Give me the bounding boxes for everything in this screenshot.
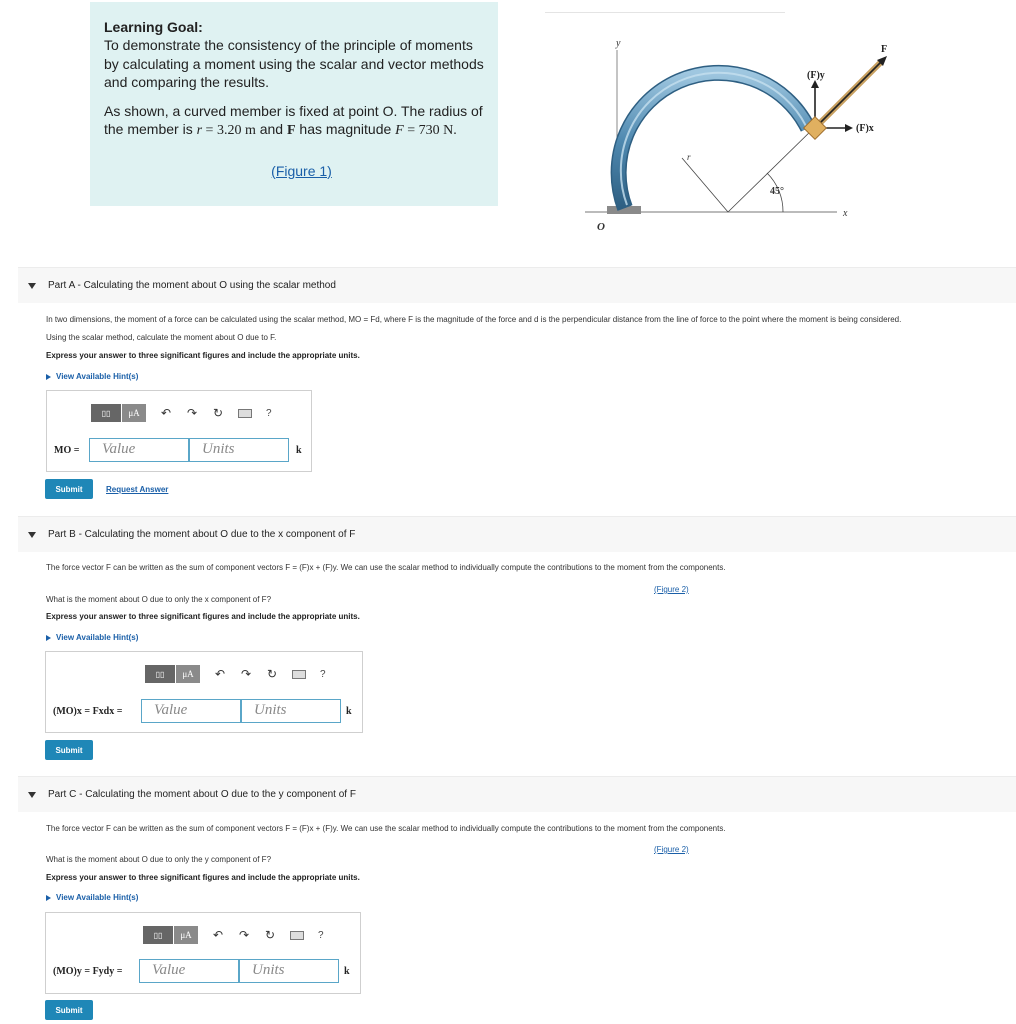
part-a-toolbar [91, 404, 272, 422]
learning-goal-text: To demonstrate the consistency of the principle of moments by calculating a moment using the scalar and vector methods and comparing the results. [104, 37, 484, 90]
learning-goal-title: Learning Goal: [104, 19, 203, 35]
collapse-triangle-icon [28, 792, 36, 798]
part-a-hint-toggle[interactable] [46, 372, 138, 381]
keyboard-icon[interactable] [290, 931, 304, 940]
part-c-label: (MO)y = Fydy = [53, 966, 123, 977]
part-a-submit-button[interactable]: Submit [45, 479, 93, 499]
part-c-value-input[interactable]: Value [139, 959, 239, 983]
part-b-intro: The force vector F can be written as the sum of component vectors F = (F)x + (F)y. We can use the scalar method to individually compute the contributions to the moment from the components. [46, 563, 726, 572]
origin-label: O [597, 221, 605, 233]
fraction-template-button[interactable]: ▯▯ [91, 404, 121, 422]
part-c-header[interactable] [18, 776, 1016, 812]
part-a-k-unit-vector: k [296, 445, 302, 456]
part-b-header[interactable] [18, 516, 1016, 552]
reset-icon[interactable]: ↻ [264, 928, 276, 942]
undo-icon[interactable]: ↶ [214, 667, 226, 681]
angle-label: 45° [770, 186, 784, 197]
help-icon[interactable]: ? [318, 929, 324, 941]
fx-label: (F)x [856, 123, 874, 134]
part-b-toolbar [145, 665, 326, 683]
part-a-header[interactable] [18, 267, 1016, 303]
expand-triangle-icon [46, 374, 51, 380]
part-a-express: Express your answer to three significant figures and include the appropriate units. [46, 351, 360, 360]
part-c-units-input[interactable]: Units [239, 959, 339, 983]
part-a-intro: In two dimensions, the moment of a force can be calculated using the scalar method, MO = Fd, where F is the magnitude of the force and d is the perpendicular distance from the line of force to the point where the moment is being considered. [46, 315, 902, 324]
fy-arrow-head [811, 80, 819, 88]
fy-label: (F)y [807, 70, 825, 81]
expand-triangle-icon [46, 635, 51, 641]
part-b-figure-2-link[interactable]: (Figure 2) [654, 585, 689, 594]
part-b-k-unit-vector: k [346, 706, 352, 717]
part-b-express: Express your answer to three significant figures and include the appropriate units. [46, 612, 360, 621]
figure-1-link[interactable]: (Figure 1) [271, 162, 332, 179]
part-b-value-input[interactable]: Value [141, 699, 241, 723]
part-c-title: Part C - Calculating the moment about O due to the y component of F [48, 789, 356, 800]
learning-goal-box [90, 2, 498, 206]
redo-icon[interactable]: ↷ [186, 406, 198, 420]
undo-icon[interactable]: ↶ [160, 406, 172, 420]
y-axis-label: y [616, 38, 621, 49]
collapse-triangle-icon [28, 283, 36, 289]
part-b-title: Part B - Calculating the moment about O due to the x component of F [48, 529, 356, 540]
x-axis-label: x [843, 208, 848, 219]
part-c-question: What is the moment about O due to only the y component of F? [46, 855, 272, 864]
curved-member-figure [545, 0, 1015, 240]
force-f-arrow-line [820, 62, 881, 123]
part-a-units-input[interactable]: Units [189, 438, 289, 462]
reset-icon[interactable]: ↻ [266, 667, 278, 681]
redo-icon[interactable]: ↷ [240, 667, 252, 681]
part-b-hint-toggle[interactable] [46, 633, 138, 642]
part-b-units-input[interactable]: Units [241, 699, 341, 723]
keyboard-icon[interactable] [238, 409, 252, 418]
fraction-template-button[interactable]: ▯▯ [145, 665, 175, 683]
fraction-template-button[interactable]: ▯▯ [143, 926, 173, 944]
part-a-request-answer-link[interactable]: Request Answer [106, 485, 169, 494]
reset-icon[interactable]: ↻ [212, 406, 224, 420]
part-c-intro: The force vector F can be written as the sum of component vectors F = (F)x + (F)y. We can use the scalar method to individually compute the contributions to the moment from the components. [46, 824, 726, 833]
redo-icon[interactable]: ↷ [238, 928, 250, 942]
part-c-express: Express your answer to three significant figures and include the appropriate units. [46, 873, 360, 882]
part-b-hint-label: View Available Hint(s) [56, 633, 139, 642]
part-c-figure-2-link[interactable]: (Figure 2) [654, 845, 689, 854]
part-a-value-input[interactable]: Value [89, 438, 189, 462]
units-template-button[interactable]: μA [176, 665, 200, 683]
part-a-title: Part A - Calculating the moment about O using the scalar method [48, 280, 336, 291]
force-f-label: F [881, 44, 888, 55]
fx-arrow-head [845, 124, 853, 132]
learning-goal-description: As shown, a curved member is fixed at point O. The radius of the member is r = 3.20 m and F has magnitude F = 730 N. [104, 102, 483, 138]
part-c-k-unit-vector: k [344, 966, 350, 977]
part-c-hint-label: View Available Hint(s) [56, 893, 139, 902]
keyboard-icon[interactable] [292, 670, 306, 679]
help-icon[interactable]: ? [266, 407, 272, 419]
help-icon[interactable]: ? [320, 668, 326, 680]
units-template-button[interactable]: μA [174, 926, 198, 944]
part-c-hint-toggle[interactable] [46, 893, 138, 902]
part-a-hint-label: View Available Hint(s) [56, 372, 139, 381]
expand-triangle-icon [46, 895, 51, 901]
radius-line-left [682, 158, 728, 212]
part-a-label: MO = [54, 445, 80, 456]
part-c-toolbar [143, 926, 324, 944]
units-template-button[interactable]: μA [122, 404, 146, 422]
part-c-submit-button[interactable]: Submit [45, 1000, 93, 1020]
part-b-question: What is the moment about O due to only the x component of F? [46, 595, 272, 604]
radius-line-right [728, 127, 815, 212]
undo-icon[interactable]: ↶ [212, 928, 224, 942]
part-b-label: (MO)x = Fxdx = [53, 706, 123, 717]
part-b-submit-button[interactable]: Submit [45, 740, 93, 760]
collapse-triangle-icon [28, 532, 36, 538]
radius-label: r [687, 152, 691, 162]
part-a-instruction: Using the scalar method, calculate the moment about O due to F. [46, 333, 277, 342]
